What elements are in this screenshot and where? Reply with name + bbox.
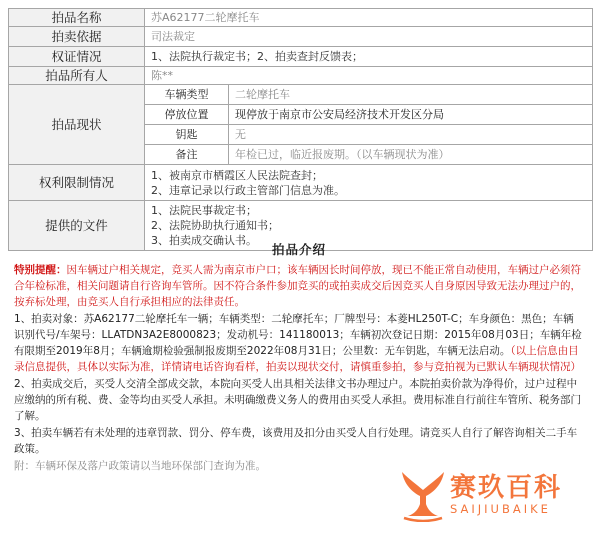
item1-text: 苏A62177二轮摩托车一辆；车辆类型：二轮摩托车；厂牌型号：本菱HL250T-C；车身颜色：黑色；车辆识别代号/车架号：LLATDN3A2E8000823；发动机号：141180013；车辆初次登记日期：2015年08月03日；车辆年检有限期至2019年8月；车辆逾期检验强制报废期至2022年08月31日；公里数：无车钥匙，车辆无法启动。 (14, 313, 582, 357)
rights-label: 权证情况 (9, 47, 145, 67)
row-owner (9, 67, 593, 85)
docs-label: 提供的文件 (9, 201, 145, 251)
basis-value: 司法裁定 (145, 27, 593, 47)
status-row-type (9, 85, 593, 105)
watermark-logo (398, 463, 588, 525)
item1-note: （以上信息由目录信息提供，具体以实际为准，详情请电话咨询看样，拍卖以现状交付，请慎重参拍，参与竞拍视为已默认车辆现状情况） (14, 345, 581, 373)
intro-item-2: 2、拍卖成交后，买受人交清全部成交款，本院向买受人出具相关法律文书办理过户。本院拍卖价款为净得价，过户过程中应缴纳的所有税、费、金等均由买受人承担。未明确缴费义务人的费用由买受人承担。费用标准自行前往车管所、税务部门了解。 (14, 378, 581, 422)
basis-label: 拍卖依据 (9, 27, 145, 47)
row-basis (9, 27, 593, 47)
status-label: 拍品现状 (9, 85, 145, 165)
status-sub-value: 现停放于南京市公安局经济技术开发区分局 (229, 105, 593, 125)
restrict-value (145, 165, 593, 201)
intro-item-3: 3、拍卖车辆若有未处理的违章罚款、罚分、停车费，该费用及扣分由买受人自行处理。请竞买人自行了解咨询相关二手车政策。 (14, 427, 578, 455)
intro-footnote: 附：车辆环保及落户政策请以当地环保部门查询为准。 (14, 460, 266, 472)
row-restrictions (9, 165, 593, 201)
docs-line: 3、拍卖成交确认书。 (151, 234, 257, 247)
watermark-text (450, 473, 562, 516)
row-rights (9, 47, 593, 67)
status-sub-label: 车辆类型 (145, 85, 229, 105)
owner-label: 拍品所有人 (9, 67, 145, 85)
status-sub-value: 无 (229, 125, 593, 145)
docs-line: 2、法院协助执行通知书； (151, 219, 279, 232)
status-sub-label: 备注 (145, 145, 229, 165)
intro-item-1 (14, 311, 584, 375)
watermark-cn: 赛玖百科 (450, 472, 563, 503)
status-sub-label: 停放位置 (145, 105, 229, 125)
restrict-line: 2、违章记录以行政主管部门信息为准。 (151, 183, 345, 197)
row-name (9, 9, 593, 27)
status-sub-label: 钥匙 (145, 125, 229, 145)
name-value: 苏A62177二轮摩托车 (145, 9, 593, 27)
docs-line: 1、法院民事裁定书； (151, 204, 257, 217)
notice-label: 特别提醒： (14, 264, 67, 276)
status-sub-value: 二轮摩托车 (229, 85, 593, 105)
auction-info-table (8, 8, 593, 251)
owner-value: 陈** (145, 67, 593, 85)
status-sub-value: 年检已过，临近报废期。（以车辆现状为准） (229, 145, 593, 165)
special-notice (14, 262, 584, 310)
whale-tail-logo-icon (398, 466, 448, 522)
watermark-en: SAIJIUBAIKE (450, 501, 551, 516)
rights-value: 1、法院执行裁定书；2、拍卖查封反馈表； (145, 47, 593, 67)
item1-lead: 1、拍卖对象： (14, 313, 84, 325)
intro-title: 拍品介绍 (271, 242, 326, 257)
notice-text: 因车辆过户相关规定，竞买人需为南京市户口；该车辆因长时间停放，现已不能正常自动使用，车辆过户必须符合年检标准，相关问题请自行咨询车管所。因不符合条件参加竞买的或拍卖成交后因竞买人自身原因导致无法办理过户的，按弃标处理，由竞买人自行承担相应的法律责任。 (14, 264, 581, 308)
restrict-line: 1、被南京市栖霞区人民法院查封； (151, 168, 323, 182)
name-label: 拍品名称 (9, 9, 145, 27)
restrict-label: 权利限制情况 (9, 165, 145, 201)
